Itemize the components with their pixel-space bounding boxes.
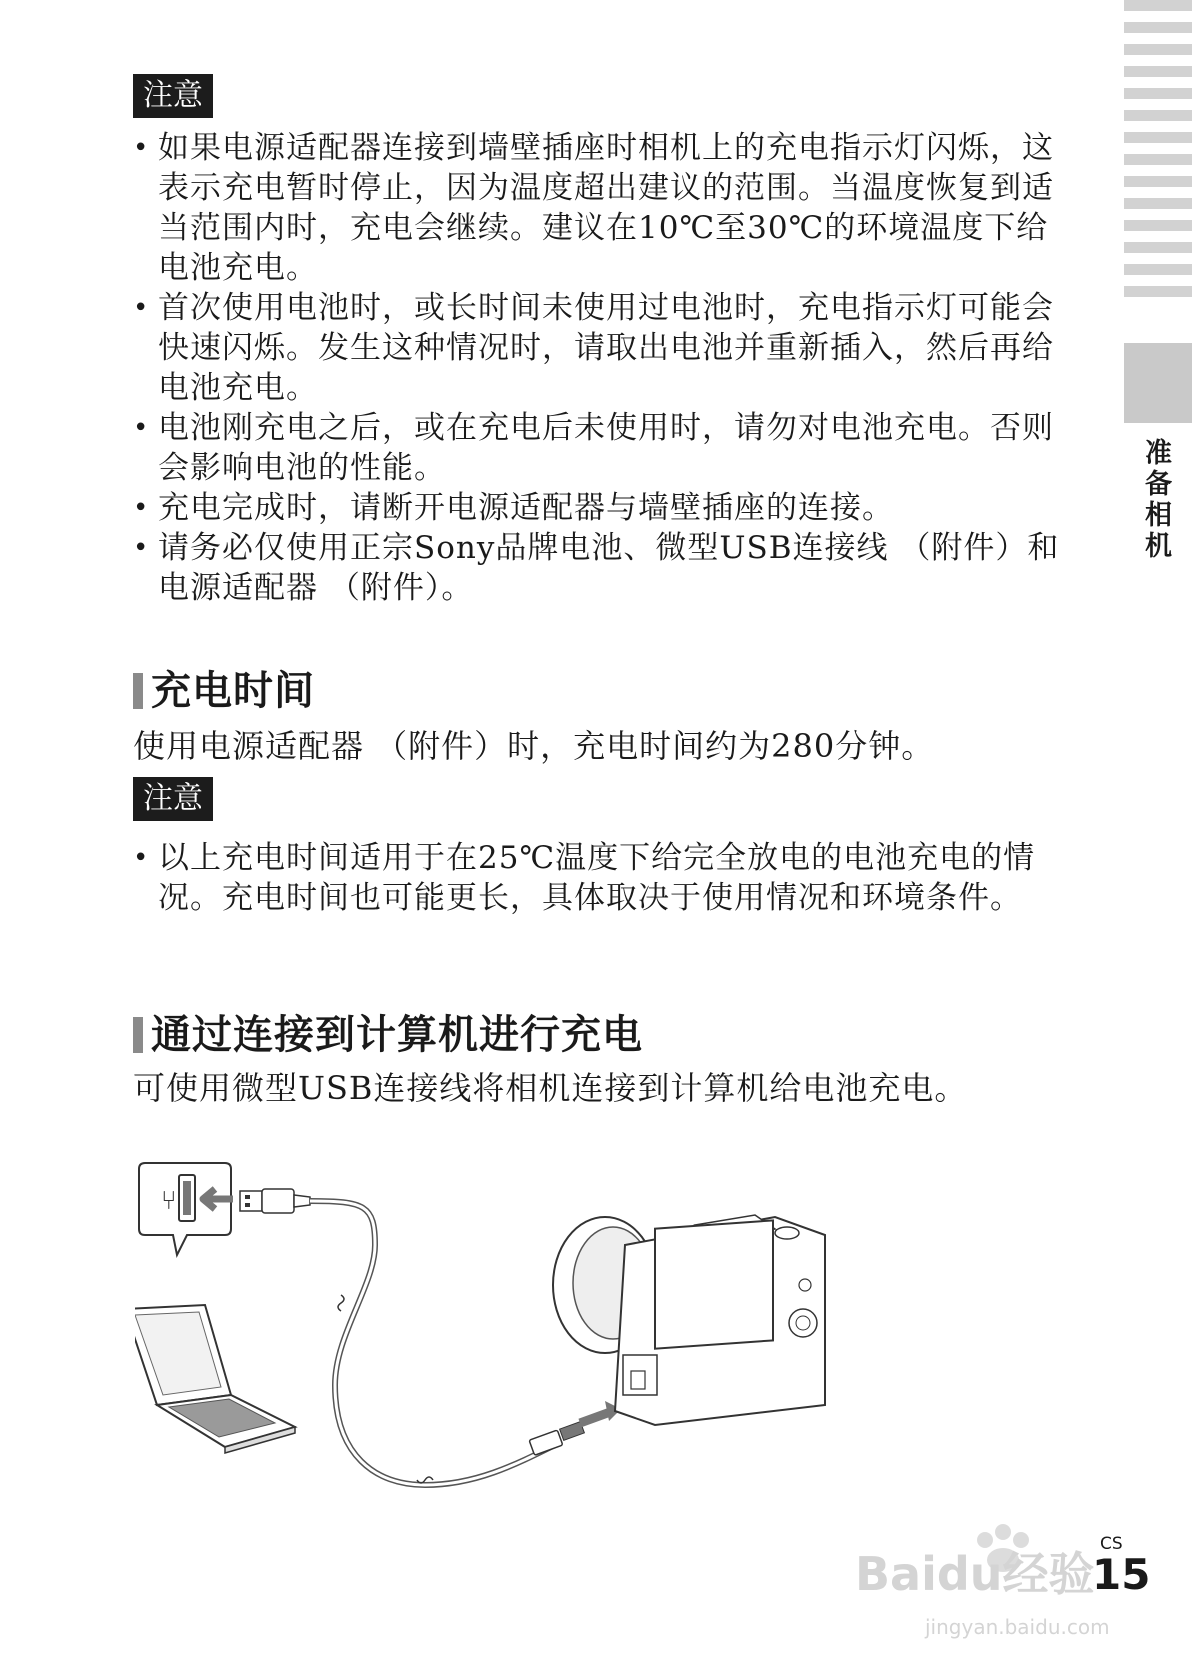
edge-tab-block [1124, 343, 1192, 423]
section-title: 通过连接到计算机进行充电 [151, 1012, 643, 1058]
svg-text:⑂: ⑂ [161, 1186, 177, 1216]
laptop-icon [135, 1305, 295, 1453]
heading-marker [133, 1017, 143, 1053]
list-item: • 充电完成时，请断开电源适配器与墙壁插座的连接。 [133, 488, 1078, 528]
note2-list [133, 838, 1078, 918]
watermark-brand: Baidu经验 [855, 1547, 1095, 1601]
list-item: • 如果电源适配器连接到墙壁插座时相机上的充电指示灯闪烁，这表示充电暂时停止，因为温度超出建议的范围。当温度恢复到适当范围内时，充电会继续。建议在10℃至30℃的环境温度下给电池充电。 [133, 128, 1078, 288]
heading-marker [133, 673, 143, 709]
note-badge: 注意 [133, 74, 213, 118]
section-title: 充电时间 [151, 668, 315, 714]
usb-charging-illustration [135, 1155, 915, 1575]
side-tab-label: 准备相机 [1140, 438, 1171, 562]
watermark-url: jingyan.baidu.com [925, 1615, 1110, 1639]
language-code: CS [1100, 1534, 1123, 1554]
section-heading [133, 1007, 643, 1063]
camera-icon [553, 1215, 825, 1425]
edge-stripes [1124, 0, 1192, 355]
section-body: 可使用微型USB连接线将相机连接到计算机给电池充电。 [133, 1069, 968, 1107]
section-heading [133, 663, 315, 719]
page-number: 15 [1092, 1550, 1151, 1599]
section-body: 使用电源适配器 （附件）时，充电时间约为280分钟。 [133, 727, 935, 765]
baidu-watermark [855, 1510, 1145, 1650]
list-item: • 请务必仅使用正宗Sony品牌电池、微型USB连接线 （附件）和电源适配器 （附件）。 [133, 528, 1078, 608]
usb-cable-icon [240, 1189, 621, 1485]
usb-port-icon [139, 1163, 233, 1255]
list-item: • 首次使用电池时，或长时间未使用过电池时，充电指示灯可能会快速闪烁。发生这种情况时，请取出电池并重新插入，然后再给电池充电。 [133, 288, 1078, 408]
note-badge: 注意 [133, 777, 213, 821]
list-item: • 电池刚充电之后，或在充电后未使用时，请勿对电池充电。否则会影响电池的性能。 [133, 408, 1078, 488]
list-item: • 以上充电时间适用于在25℃温度下给完全放电的电池充电的情况。充电时间也可能更长，具体取决于使用情况和环境条件。 [133, 838, 1078, 918]
note1-list [133, 128, 1078, 608]
